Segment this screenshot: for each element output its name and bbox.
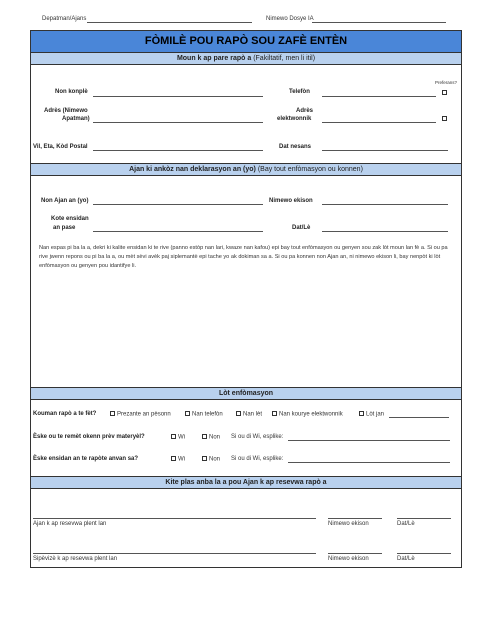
receiving-agent-date-label: Dat/Lè (397, 521, 415, 527)
address-label-line2: Apatman) (62, 116, 90, 122)
city-state-zip-field[interactable] (93, 150, 263, 151)
supervisor-date-label: Dat/Lè (397, 556, 415, 562)
checkbox[interactable] (202, 456, 207, 461)
how-option-in-person[interactable]: Prezante an pèsonn (110, 411, 171, 418)
other-info-section-title: Lòt enfòmasyon (218, 390, 274, 397)
reporter-section-title: Moun k ap pare rapò a (176, 55, 252, 62)
checkbox[interactable] (171, 434, 176, 439)
agent-section-note: (Bay tout enfòmasyon ou konnen) (257, 166, 363, 173)
supervisor-signature-field[interactable] (33, 553, 316, 554)
address-field[interactable] (93, 122, 263, 123)
how-option-other[interactable]: Lòt jan (359, 411, 384, 418)
evidence-explain-field[interactable] (288, 440, 450, 441)
prior-report-yes-option[interactable]: Wi (171, 456, 185, 463)
form-title: FÒMILÈ POU RAPÒ SOU ZAFÈ ENTÈN (144, 35, 348, 47)
case-number-label: Nimewo Dosye IA (266, 16, 314, 22)
agent-name-label: Non Ajan an (yo) (41, 198, 89, 204)
agent-badge-label: Nimewo ekison (269, 198, 313, 204)
email-field[interactable] (322, 122, 436, 123)
receipt-section-header (31, 476, 461, 489)
how-other-field[interactable] (389, 417, 449, 418)
supervisor-badge-field[interactable] (328, 553, 382, 554)
case-number-field[interactable] (312, 22, 446, 23)
dob-field[interactable] (322, 150, 448, 151)
email-preference-checkbox[interactable] (442, 116, 447, 121)
prior-report-question-label: Èske ensidan an te rapòte anvan sa? (33, 456, 139, 462)
reporter-section-header (31, 53, 461, 65)
supervisor-badge-label: Nimewo ekison (328, 556, 369, 562)
phone-field[interactable] (322, 96, 436, 97)
how-reported-label: Kouman rapò a te fèt? (33, 411, 97, 417)
checkbox[interactable] (185, 411, 190, 416)
receiving-agent-badge-field[interactable] (328, 518, 382, 519)
email-label-line1: Adrès (296, 108, 314, 114)
incident-description-area[interactable] (33, 274, 459, 384)
prior-report-no-option[interactable]: Non (202, 456, 220, 463)
how-option-letter[interactable]: Nan lèt (236, 411, 262, 418)
checkbox[interactable] (202, 434, 207, 439)
receiving-agent-badge-label: Nimewo ekison (328, 521, 369, 527)
how-option-email[interactable]: Nan kourye elektwonnik (272, 411, 343, 418)
full-name-field[interactable] (93, 96, 263, 97)
evidence-no-option[interactable]: Non (202, 434, 220, 441)
prior-report-explain-field[interactable] (288, 462, 450, 463)
incident-date-field[interactable] (322, 231, 448, 232)
phone-label: Telefòn (289, 89, 310, 95)
incident-location-field[interactable] (93, 231, 263, 232)
reporter-section-note: (Fakiltatif, men li itil) (253, 55, 316, 62)
email-label-line2: elektwonnik (277, 116, 312, 122)
agent-section-header (31, 163, 461, 176)
agent-badge-field[interactable] (322, 204, 448, 205)
checkbox[interactable] (171, 456, 176, 461)
checkbox[interactable] (110, 411, 115, 416)
evidence-question-label: Èske ou te remèt okenn prèv materyèl? (33, 434, 145, 440)
incident-date-label: Dat/Lè (292, 225, 311, 231)
receiving-agent-label: Ajan k ap resevwa plent lan (33, 521, 107, 527)
evidence-explain-label: Si ou di Wi, esplike: (231, 434, 284, 440)
how-option-phone[interactable]: Nan telefòn (185, 411, 223, 418)
preference-label: Preferans? (435, 80, 458, 85)
phone-preference-checkbox[interactable] (442, 90, 447, 95)
department-label: Depatman/Ajans (42, 16, 87, 22)
receipt-section-title: Kite plas anba la a pou Ajan k ap resevwa rapò a (165, 479, 327, 486)
agent-section-title: Ajan ki ankòz nan deklarasyon an (yo) (129, 166, 256, 173)
supervisor-label: Sipèvizè k ap resevwa plent lan (33, 556, 118, 562)
incident-instructions: Nan espas pi ba la a, dekri ki kalite ensidan ki te rive (panno estòp nan lari, kwaze nan kafou) epi bay tout enfòmasyon ou genyen sou zak lòt moun lan fè a. Si ou pa rive jwenn repons ou pi ba la a, ou mèt sèvi avèk paj siplemantè epi tache yo ak dokiman sa a. Si ou pa konnen non Ajan an, ni nimewo ekison li, bay nenpòt ki lòt enfòmasyon ou genyen pou idantifye li. (39, 245, 448, 269)
prior-report-explain-label: Si ou di Wi, esplike: (231, 456, 284, 462)
checkbox[interactable] (272, 411, 277, 416)
incident-location-label-line1: Kote ensidan (51, 216, 89, 222)
checkbox[interactable] (359, 411, 364, 416)
full-name-label: Non konplè (55, 89, 88, 95)
supervisor-date-field[interactable] (397, 553, 451, 554)
other-info-section-header (31, 387, 461, 400)
dob-label: Dat nesans (279, 144, 312, 150)
form-frame (30, 30, 462, 568)
agent-name-field[interactable] (93, 204, 263, 205)
form-title-band (31, 31, 461, 53)
address-label-line1: Adrès (Nimewo (44, 108, 88, 114)
evidence-yes-option[interactable]: Wi (171, 434, 185, 441)
city-state-zip-label: Vil, Eta, Kòd Postal (33, 144, 88, 150)
receiving-agent-date-field[interactable] (397, 518, 451, 519)
incident-location-label-line2: an pase (53, 225, 76, 231)
receiving-agent-signature-field[interactable] (33, 518, 316, 519)
department-field[interactable] (87, 22, 252, 23)
checkbox[interactable] (236, 411, 241, 416)
